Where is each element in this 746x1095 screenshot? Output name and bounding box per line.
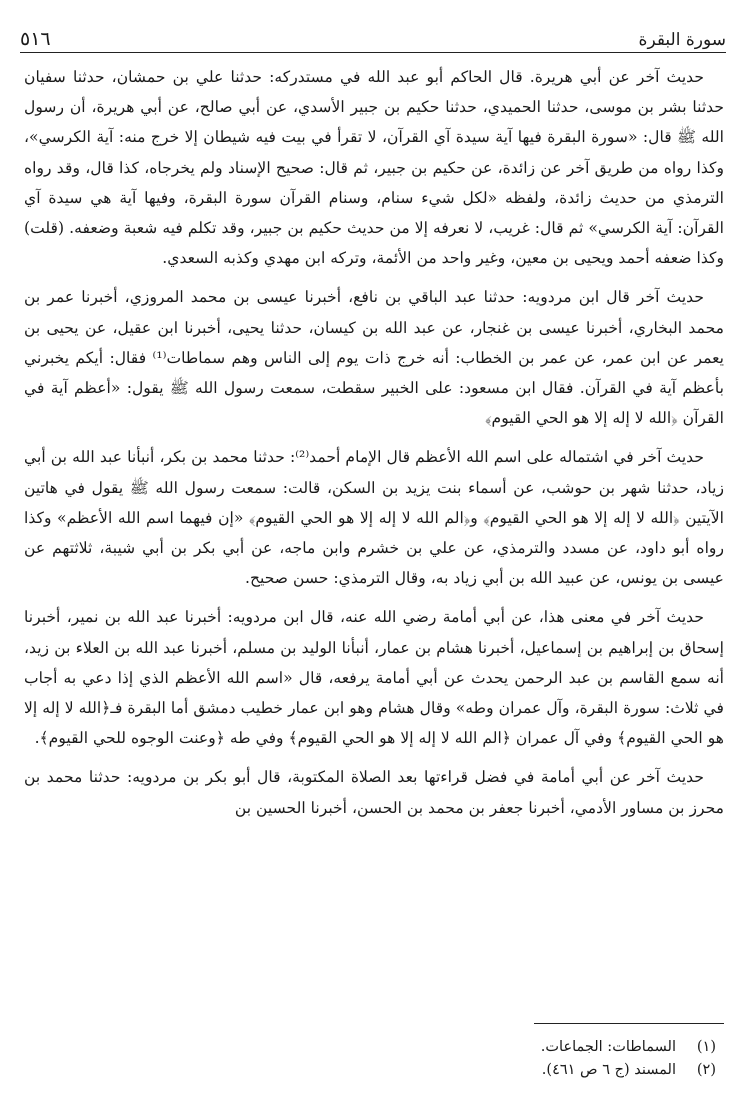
surah-title: سورة البقرة bbox=[638, 30, 726, 50]
footnotes bbox=[26, 1036, 716, 1082]
footnote-item bbox=[26, 1059, 716, 1082]
footnote-divider bbox=[534, 1023, 724, 1024]
paragraph: حديث آخر عن أبي أمامة في فضل قراءتها بعد الصلاة المكتوبة، قال أبو بكر بن مردويه: حدثنا محمد بن محرز بن مساور الأدمي، أخبرنا جعفر بن محمد بن الحسن، أخبرنا الحسين بن bbox=[24, 768, 724, 817]
footnote-text: المسند (ج ٦ ص ٤٦١). bbox=[541, 1062, 676, 1078]
page-number: ٥١٦ bbox=[20, 28, 51, 50]
footnote-number: (٢) bbox=[696, 1062, 716, 1078]
footnote-number: (١) bbox=[696, 1039, 716, 1055]
footnote-text: السماطات: الجماعات. bbox=[540, 1039, 676, 1055]
header-divider bbox=[20, 52, 726, 53]
running-header bbox=[20, 22, 726, 50]
main-text bbox=[24, 62, 724, 832]
paragraph: حديث آخر قال ابن مردويه: حدثنا عبد الباقي بن نافع، أخبرنا عيسى بن محمد المروزي، أخبرنا عمر بن محمد البخاري، أخبرنا عيسى بن غنجار، عن عبد الله بن كيسان، حدثنا يحيى، أخبرنا ابن عقيل، عن يحيى بن يعمر عن ابن عمر، عن عمر بن الخطاب: أنه خرج ذات يوم إلى الناس وهم سماطات⁽¹⁾ فقال: أيكم يخبرني بأعظم آية في القرآن. فقال ابن مسعود: على الخبير سقطت، سمعت رسول الله ﷺ يقول: «أعظم آية في القرآن ﴿الله لا إله إلا هو الحي القيوم﴾ bbox=[24, 288, 724, 428]
paragraph: حديث آخر في معنى هذا، عن أبي أمامة رضي الله عنه، قال ابن مردويه: أخبرنا عبد الله بن نمير، أخبرنا إسحاق بن إبراهيم بن إسماعيل، أخبرنا هشام بن عمار، أنبأنا الوليد بن مسلم، أخبرنا عبد الله بن العلاء بن زيد، أنه سمع القاسم بن عبد الرحمن يحدث عن أبي أمامة يرفعه، قال «اسم الله الأعظم الذي إذا دعي به أجاب في ثلاث: سورة البقرة، وآل عمران وطه» وقال هشام وهو ابن عمار خطيب دمشق أما البقرة فـ﴿الله لا إله إلا هو الحي القيوم﴾ وفي آل عمران ﴿الم الله لا إله إلا هو الحي القيوم﴾ وفي طه ﴿وعنت الوجوه للحي القيوم﴾. bbox=[24, 608, 724, 748]
paragraph: حديث آخر في اشتماله على اسم الله الأعظم قال الإمام أحمد⁽²⁾: حدثنا محمد بن بكر، أنبأنا عبد الله بن أبي زياد، حدثنا شهر بن حوشب، عن أسماء بنت يزيد بن السكن، قالت: سمعت رسول الله ﷺ يقول في هاتين الآيتين ﴿الله لا إله إلا هو الحي القيوم﴾ و﴿الم الله لا إله إلا هو الحي القيوم﴾ «إن فيهما اسم الله الأعظم» وكذا رواه أبو داود، عن مسدد والترمذي، عن علي بن خشرم وابن ماجه، عن أبي بكر بن أبي شيبة، ثلاثتهم عن عيسى بن يونس، عن عبيد الله بن أبي زياد به، وقال الترمذي: حسن صحيح. bbox=[24, 448, 724, 588]
footnote-item bbox=[26, 1036, 716, 1059]
paragraph: حديث آخر عن أبي هريرة. قال الحاكم أبو عبد الله في مستدركه: حدثنا علي بن حمشان، حدثنا سفيان حدثنا بشر بن موسى، حدثنا الحميدي، حدثنا حكيم بن جبير الأسدي، عن أبي صالح، عن أبي هريرة، أن رسول الله ﷺ قال: «سورة البقرة فيها آية سيدة آي القرآن، لا تقرأ في بيت فيه شيطان إلا خرج منه: آية الكرسي»، وكذا رواه من طريق آخر عن زائدة، عن حكيم بن جبير، ثم قال: صحيح الإسناد ولم يخرجاه، كذا قال، وقد رواه الترمذي من حديث زائدة، ولفظه «لكل شيء سنام، وسنام القرآن سورة البقرة، وفيها آية هي سيدة آي القرآن: آية الكرسي» ثم قال: غريب، لا نعرفه إلا من حديث حكيم بن جبير، وقد تكلم فيه شعبة وضعفه. (قلت) وكذا ضعفه أحمد ويحيى بن معين، وغير واحد من الأئمة، وتركه ابن مهدي وكذبه السعدي. bbox=[24, 68, 724, 268]
